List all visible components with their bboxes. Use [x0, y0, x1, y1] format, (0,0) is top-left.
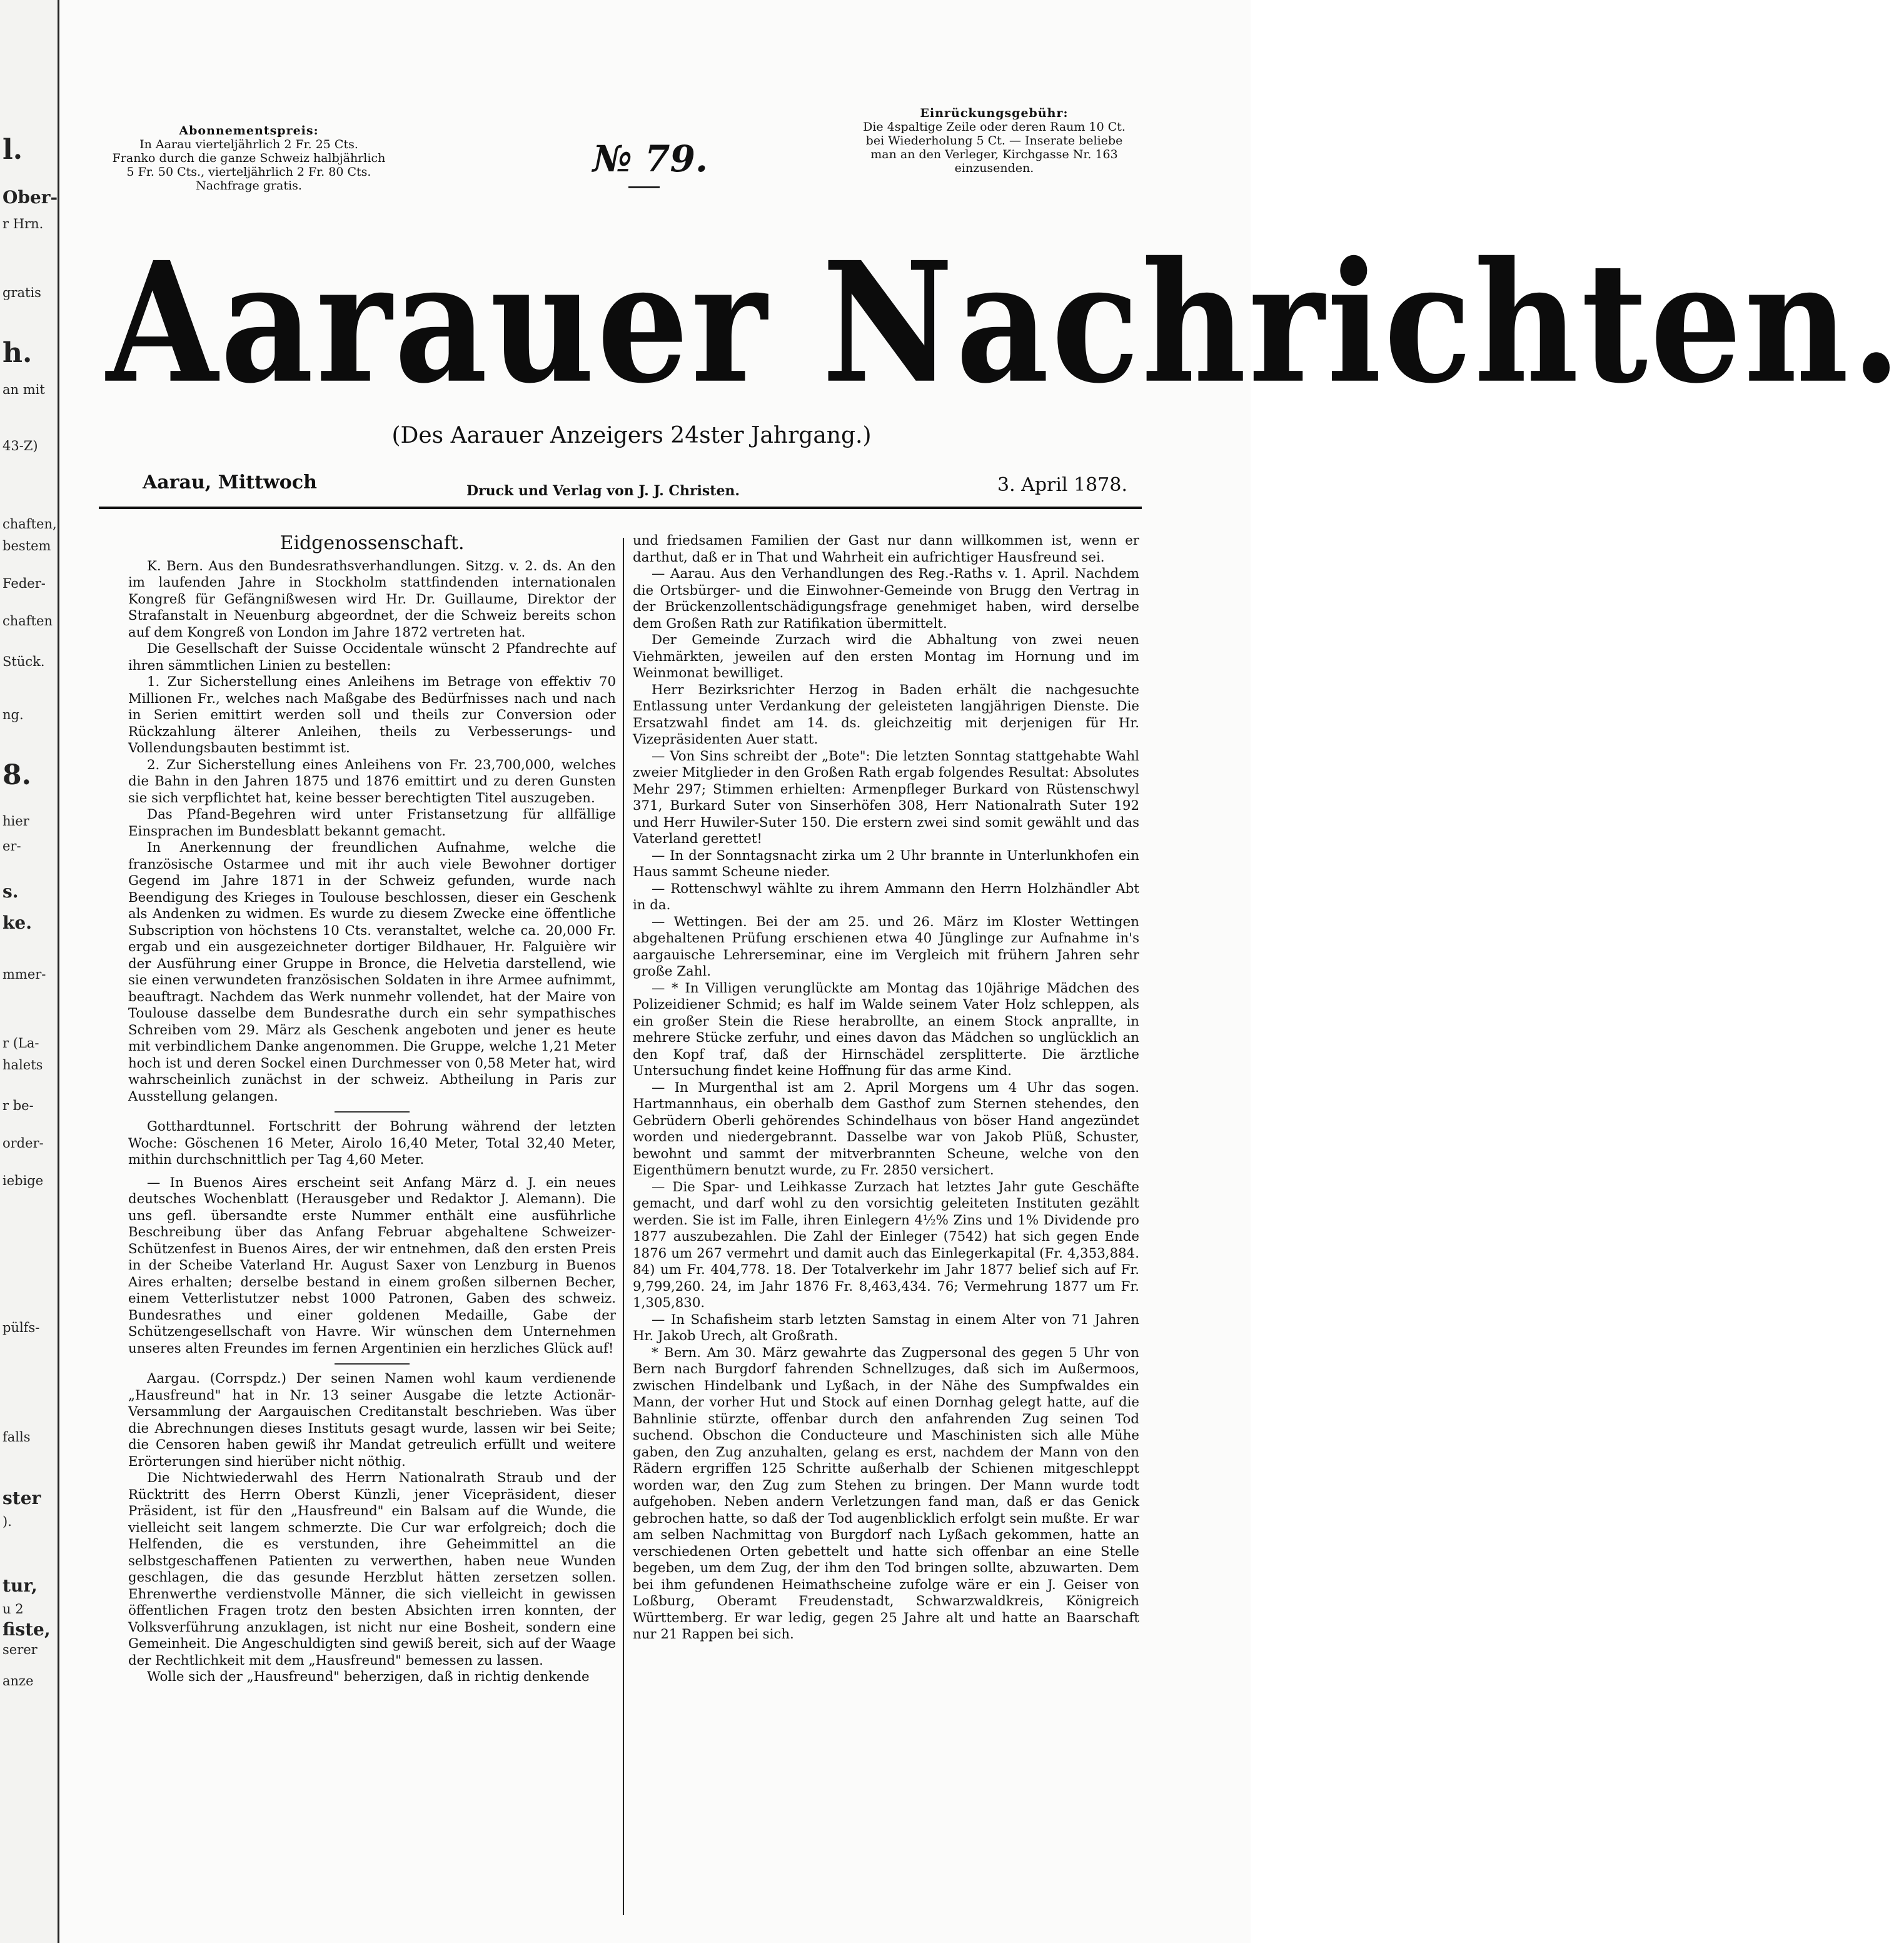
- subscription-line: Franko durch die ganze Schweiz halbjährlich: [112, 151, 386, 165]
- article-paragraph: In Anerkennung der freundlichen Aufnahme, welche die französische Ostarmee und mit ihr auch viele Bewohner dortiger Gegend im Jahre 1871 in der Schweiz gefunden, wurde nach Beendigung des Krieges in Toulouse beschlossen, dieser ein Geschenk als Andenken zu widmen. Es wurde zu diesem Zwecke eine öffentliche Subscription von höchstens 10 Cts. veranstaltet, welche ca. 20,000 Fr. ergab und ein ausgezeichneter dortiger Bildhauer, Hr. Falguière wir der Ausführung einer Gruppe in Bronce, die Helvetia darstellend, wie sie einen verwundeten französischen Soldaten in ihre Armee aufnimmt, beauftragt. Nachdem das Werk nunmehr vollendet, hat der Maire von Toulouse dasselbe dem Bundesrathe durch ein sehr sympathisches Schreiben vom 29. März als Geschenk angeboten und jener es heute mit verbindlichem Danke angenommen. Die Gruppe, welche 1,21 Meter hoch ist und deren Sockel einen Durchmesser von 0,58 Meter hat, wird wahrscheinlich zunächst in der schweiz. Abtheilung in Paris zur Ausstellung gelangen.: [128, 840, 616, 1104]
- strip-fragment: order-: [3, 1136, 44, 1151]
- issue-date: 3. April 1878.: [997, 474, 1127, 496]
- article-paragraph: — Rottenschwyl wählte zu ihrem Ammann den Herrn Holzhändler Abt in da.: [633, 881, 1139, 913]
- strip-fragment: halets: [3, 1057, 43, 1072]
- strip-fragment: r Hrn.: [3, 216, 44, 231]
- subscription-line: Nachfrage gratis.: [196, 179, 302, 193]
- article-paragraph: Das Pfand-Begehren wird unter Fristansetzung für allfällige Einsprachen im Bundesblatt bekannt gemacht.: [128, 807, 616, 839]
- strip-fragment: falls: [3, 1430, 31, 1445]
- strip-fragment: Ober-: [3, 187, 58, 208]
- strip-fragment: serer: [3, 1642, 38, 1657]
- insertion-line: bei Wiederholung 5 Ct. — Inserate beliebe: [865, 134, 1123, 148]
- article-paragraph: Gotthardtunnel. Fortschritt der Bohrung während der letzten Woche: Göschenen 16 Meter, Airolo 16,40 Meter, Total 32,40 Meter, mithin durchschnittlich per Tag 4,60 Meter.: [128, 1119, 616, 1168]
- subscription-title: Abonnementspreis:: [179, 124, 319, 138]
- strip-fragment: ster: [3, 1488, 41, 1508]
- column-divider: [623, 538, 624, 1915]
- section-title: Eidgenossenschaft.: [280, 532, 465, 554]
- printer-imprint: Druck und Verlag von J. J. Christen.: [466, 483, 740, 499]
- article-paragraph: Aargau. (Corrspdz.) Der seinen Namen wohl kaum verdienende „Hausfreund" hat in Nr. 13 seiner Ausgabe die letzte Actionär-Versammlung der Aargauischen Creditanstalt beschrieben. Was über die Abrechnungen dieses Instituts gesagt wurde, lassen wir bei Seite; die Censoren haben gewiß ihr Mandat getreulich erfüllt und weitere Erörterungen sind hierüber nicht nöthig.: [128, 1371, 616, 1470]
- insertion-line: Die 4spaltige Zeile oder deren Raum 10 Ct.: [863, 120, 1126, 134]
- left-column: [128, 533, 616, 1915]
- article-paragraph: — In Murgenthal ist am 2. April Morgens um 4 Uhr das sogen. Hartmannhaus, ein oberhalb dem Gasthof zum Sternen stehendes, den Gebrüdern Oberli gehörendes Schindelhaus von böser Hand angezündet worden und niedergebrannt. Dasselbe war von Jakob Plüß, Schuster, bewohnt und sammt der mitverbrannten Scheune, welche von den Eigenthümern benutzt wurde, zu Fr. 2850 versichert.: [633, 1079, 1139, 1178]
- strip-fragment: Stück.: [3, 654, 45, 669]
- issue-divider: [628, 186, 660, 188]
- article-paragraph: und friedsamen Familien der Gast nur dann willkommen ist, wenn er darthut, daß er in That und Wahrheit ein aufrichtiger Hausfreund sei.: [633, 533, 1139, 565]
- article-paragraph: * Bern. Am 30. März gewahrte das Zugpersonal des gegen 5 Uhr von Bern nach Burgdorf fahrenden Schnellzuges, daß sich im Außermoos, zwischen Hindelbank und Lyßach, in der Nähe des Sumpfwaldes ein Mann, der vorher Hut und Stock auf einen Dornhag gelegt hatte, auf die Bahnlinie stürzte, offenbar durch den anfahrenden Zug seinen Tod suchend. Obschon die Conducteure und Maschinisten sich alle Mühe gaben, den Zug anzuhalten, gelang es erst, nachdem der Mann von den Rädern ergriffen 125 Schritte außerhalb der Schienen mitgeschleppt worden war, den Zug zum Stehen zu bringen. Der Mann wurde todt aufgehoben. Neben andern Verletzungen fand man, daß er das Genick gebrochen hatte, so daß der Tod augenblicklich erfolgt sein mußte. Er war am selben Nachmittag von Burgdorf nach Lyßach gekommen, hatte an verschiedenen Orten gebettelt und hatte sich offenbar an eine Stelle begeben, um dem Zug, der ihm den Tod bringen sollte, abzuwarten. Dem bei ihm gefundenen Heimathscheine zufolge wäre er ein J. Geiser von Loßburg, Oberamt Freudenstadt, Schwarzwaldkreis, Königreich Württemberg. Er war ledig, gegen 25 Jahre alt und hatte an Baarschaft nur 21 Rappen bei sich.: [633, 1345, 1139, 1642]
- article-paragraph: 1. Zur Sicherstellung eines Anleihens im Betrage von effektiv 70 Millionen Fr., welches nach Maßgabe des Bedürfnisses nach und nach in Serien emittirt werden soll und theils zur Conversion oder Rückzahlung älterer Anleihen, theils zu Verbesserungs- und Vollendungsbauten bestimmt ist.: [128, 674, 616, 756]
- strip-fragment: chaften,: [3, 517, 57, 532]
- subscription-line: 5 Fr. 50 Cts., vierteljährlich 2 Fr. 80 Cts.: [126, 165, 371, 179]
- article-paragraph: — Aarau. Aus den Verhandlungen des Reg.-Raths v. 1. April. Nachdem die Ortsbürger- und die Einwohner-Gemeinde von Brugg den Vertrag in der Brückenzollentschädigungsfrage genehmiget haben, wird derselbe dem Großen Rath zur Ratifikation übermittelt.: [633, 566, 1139, 632]
- article-paragraph: Der Gemeinde Zurzach wird die Abhaltung von zwei neuen Viehmärkten, jeweilen auf den ersten Montag im Hornung und im Weinmonat bewilliget.: [633, 632, 1139, 681]
- strip-fragment: bestem: [3, 538, 51, 553]
- strip-fragment: hier: [3, 814, 29, 829]
- subscription-price-box: [74, 124, 424, 193]
- article-paragraph: — * In Villigen verunglückte am Montag das 10jährige Mädchen des Polizeidiener Schmid; es half im Walde seinem Vater Holz schleppen, als ein großer Stein die Riese herabrollte, an einem Stock anprallte, in mehrere Stücke zerfuhr, und eines davon das Mädchen so unglücklich an den Kopf traf, daß der Hirnschädel zersplitterte. Die ärztliche Untersuchung findet keine Hoffnung für das arme Kind.: [633, 980, 1139, 1079]
- strip-fragment: tur,: [3, 1575, 38, 1596]
- strip-fragment: 43-Z): [3, 438, 38, 453]
- strip-fragment: s.: [3, 881, 19, 902]
- strip-fragment: anze: [3, 1673, 34, 1688]
- masthead-title: Aarauer Nachrichten.: [106, 226, 1904, 420]
- article-separator: [335, 1111, 410, 1113]
- strip-fragment: chaften: [3, 613, 53, 628]
- strip-fragment: l.: [3, 134, 23, 166]
- subscription-line: In Aarau vierteljährlich 2 Fr. 25 Cts.: [139, 138, 358, 151]
- strip-fragment: r (La-: [3, 1036, 39, 1051]
- strip-fragment: mmer-: [3, 967, 46, 982]
- issue-number: № 79.: [592, 138, 708, 180]
- article-paragraph: — Von Sins schreibt der „Bote": Die letzten Sonntag stattgehabte Wahl zweier Mitglieder in den Großen Rath ergab folgendes Resultat: Absolutes Mehr 297; Stimmen erhielten: Armenpfleger Burkard von Rüstenschwyl 371, Burkard Suter von Sinserhöfen 308, Herr Nationalrath Suter 192 und Herr Huwiler-Suter 150. Die erstern zwei sind somit gewählt und das Vaterland gerettet!: [633, 748, 1139, 847]
- strip-fragment: iebige: [3, 1173, 44, 1188]
- strip-fragment: Feder-: [3, 576, 46, 591]
- right-column: [633, 533, 1139, 1915]
- insertion-title: Einrückungsgebühr:: [920, 106, 1069, 120]
- strip-fragment: pülfs-: [3, 1320, 40, 1335]
- article-paragraph: — Wettingen. Bei der am 25. und 26. März im Kloster Wettingen abgehaltenen Prüfung erschienen etwa 40 Jünglinge zur Aufnahme in's aargauische Lehrerseminar, eine im Vergleich mit frühern Jahren sehr große Zahl.: [633, 914, 1139, 979]
- article-paragraph: — Die Spar- und Leihkasse Zurzach hat letztes Jahr gute Geschäfte gemacht, und darf wohl zu den vorsichtig geleiteten Instituten gezählt werden. Sie ist im Falle, ihren Einlegern 4½% Zins und 1% Dividende pro 1877 auszubezahlen. Die Zahl der Einleger (7542) hat sich gegen Ende 1876 um 267 vermehrt und damit auch das Einlegerkapital (Fr. 4,353,884. 84) um Fr. 404,778. 18. Der Totalverkehr im Jahr 1877 belief sich auf Fr. 9,799,260. 24, im Jahr 1876 Fr. 8,463,434. 76; Vermehrung 1877 um Fr. 1,305,830.: [633, 1179, 1139, 1311]
- strip-fragment: an mit: [3, 382, 45, 397]
- article-paragraph: Die Nichtwiederwahl des Herrn Nationalrath Straub und der Rücktritt des Herrn Oberst Künzli, jener Vicepräsident, dieser Präsident, ist für den „Hausfreund" ein Balsam auf die Wunde, die vielleicht seit langem schmerzte. Die Cur war erfolgreich; doch die Helfenden, die es verstunden, ihre Geheimmittel an die selbstgeschaffenen Patienten zu verwerthen, haben neue Wunden geschlagen, die das gesunde Herzblut hätten zersetzen sollen. Ehrenwerthe verdienstvolle Männer, die sich vielleicht in gewissen öffentlichen Fragen trotz den besten Absichten irren konnten, der Volksverführung anzuklagen, ist nicht nur eine Bosheit, sondern eine Gemeinheit. Die Angeschuldigten sind gewiß bereit, sich auf der Waage der Rechtlichkeit mit dem „Hausfreund" bemessen zu lassen.: [128, 1470, 616, 1668]
- adjacent-page-strip: [0, 0, 59, 1943]
- strip-fragment: fiste,: [3, 1619, 51, 1640]
- header-rule: [99, 507, 1142, 509]
- article-paragraph: 2. Zur Sicherstellung eines Anleihens von Fr. 23,700,000, welches die Bahn in den Jahren 1875 und 1876 emittirt und zu deren Gunsten sie sich verpflichtet hat, keine besser berechtigten Titel auszugeben.: [128, 757, 616, 806]
- insertion-fee-box: [838, 106, 1151, 175]
- strip-fragment: u 2: [3, 1602, 24, 1617]
- article-paragraph: — In Schafisheim starb letzten Samstag in einem Alter von 71 Jahren Hr. Jakob Urech, alt Großrath.: [633, 1311, 1139, 1344]
- strip-fragment: r be-: [3, 1098, 34, 1113]
- strip-fragment: ng.: [3, 707, 24, 722]
- insertion-line: einzusenden.: [954, 161, 1034, 175]
- strip-fragment: ke.: [3, 912, 32, 933]
- article-paragraph: — In der Sonntagsnacht zirka um 2 Uhr brannte in Unterlunkhofen ein Haus sammt Scheune nieder.: [633, 847, 1139, 880]
- article-separator: [335, 1363, 410, 1365]
- article-paragraph: Herr Bezirksrichter Herzog in Baden erhält die nachgesuchte Entlassung unter Verdankung der geleisteten langjährigen Dienste. Die Ersatzwahl findet am 14. ds. gleichzeitig mit derjenigen für Hr. Vizepräsidenten Auer statt.: [633, 682, 1139, 747]
- place-and-day: Aarau, Mittwoch: [143, 472, 317, 493]
- masthead-subtitle: (Des Aarauer Anzeigers 24ster Jahrgang.): [391, 423, 872, 448]
- insertion-line: man an den Verleger, Kirchgasse Nr. 163: [870, 148, 1118, 161]
- strip-fragment: 8.: [3, 759, 31, 791]
- strip-fragment: er-: [3, 839, 21, 854]
- article-paragraph: — In Buenos Aires erscheint seit Anfang März d. J. ein neues deutsches Wochenblatt (Herausgeber und Redaktor J. Alemann). Die uns gefl. übersandte erste Nummer enthält eine ausführliche Beschreibung über das Anfang Februar abgehaltene Schweizer-Schützenfest in Buenos Aires, der wir entnehmen, daß den ersten Preis in der Scheibe Vaterland Hr. August Saxer von Lenzburg in Buenos Aires erhalten; derselbe bestand in einem großen silbernen Becher, einem Vetterlistutzer nebst 1000 Patronen, Gaben des schweiz. Bundesrathes und einer goldenen Medaille, Gabe der Schützengesellschaft von Havre. Wir wünschen dem Unternehmen unseres alten Freundes im fernen Argentinien ein herzliches Glück auf!: [128, 1174, 616, 1356]
- strip-fragment: ).: [3, 1514, 12, 1529]
- strip-fragment: gratis: [3, 285, 41, 300]
- article-paragraph: Die Gesellschaft der Suisse Occidentale wünscht 2 Pfandrechte auf ihren sämmtlichen Linien zu bestellen:: [128, 641, 616, 674]
- strip-fragment: h.: [3, 337, 33, 369]
- article-paragraph: K. Bern. Aus den Bundesrathsverhandlungen. Sitzg. v. 2. ds. An den im laufenden Jahre in Stockholm stattfindenden internationalen Kongreß für Gefängnißwesen wird Hr. Dr. Guillaume, Direktor der Strafanstalt in Neuenburg abgeordnet, der die Schweiz bereits schon auf dem Kongreß von London im Jahre 1872 vertreten hat.: [128, 558, 616, 640]
- article-paragraph: Wolle sich der „Hausfreund" beherzigen, daß in richtig denkende: [147, 1669, 590, 1685]
